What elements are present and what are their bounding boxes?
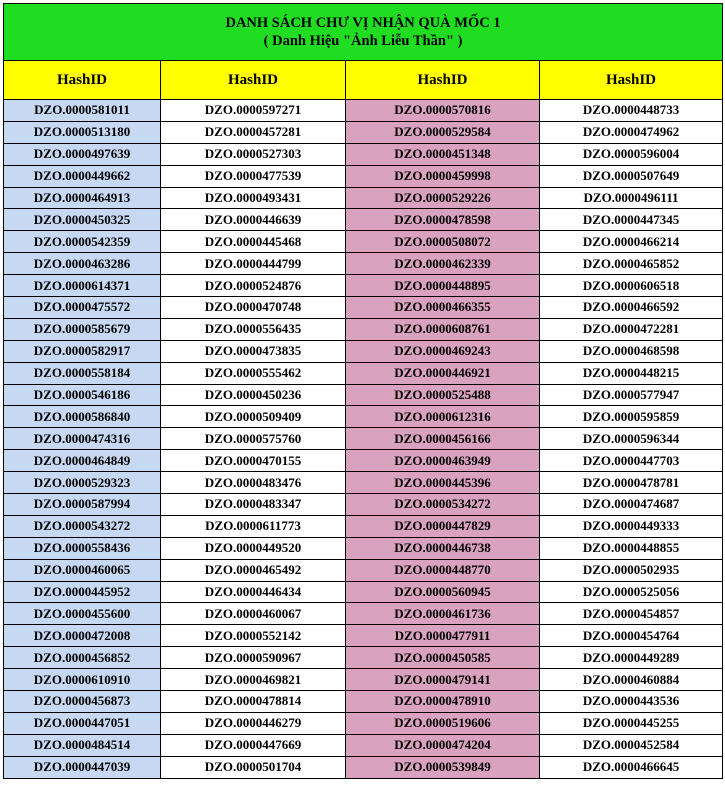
hash-id-cell: DZO.0000556435 [161,318,346,340]
hash-id-cell: DZO.0000466592 [540,297,723,319]
hash-id-cell: DZO.0000483347 [161,494,346,516]
hash-id-cell: DZO.0000558184 [4,362,161,384]
hash-id-cell: DZO.0000585679 [4,318,161,340]
page-title: DANH SÁCH CHƯ VỊ NHẬN QUÀ MỐC 1 [225,15,501,31]
hash-id-cell: DZO.0000449333 [540,515,723,537]
hash-id-cell: DZO.0000484514 [4,734,161,756]
table-row [4,100,723,122]
hash-id-cell: DZO.0000496111 [540,187,723,209]
table-row [4,297,723,319]
hash-id-cell: DZO.0000446921 [346,362,540,384]
hash-id-cell: DZO.0000513180 [4,121,161,143]
table-row [4,734,723,756]
table-row [4,669,723,691]
hash-id-cell: DZO.0000465492 [161,559,346,581]
hash-id-cell: DZO.0000460884 [540,669,723,691]
hash-id-cell: DZO.0000448770 [346,559,540,581]
page-subtitle: ( Danh Hiệu "Ảnh Liễu Thần" ) [263,33,463,49]
hash-id-cell: DZO.0000475572 [4,297,161,319]
hash-id-cell: DZO.0000474687 [540,494,723,516]
hash-id-cell: DZO.0000449520 [161,537,346,559]
hash-id-cell: DZO.0000445952 [4,581,161,603]
hash-id-cell: DZO.0000461736 [346,603,540,625]
table-row [4,231,723,253]
table-body [4,100,723,779]
column-header-row [4,61,723,100]
hash-id-cell: DZO.0000447669 [161,734,346,756]
hash-id-cell: DZO.0000447345 [540,209,723,231]
table-row [4,187,723,209]
hash-id-cell: DZO.0000446738 [346,537,540,559]
hash-id-cell: DZO.0000448215 [540,362,723,384]
hash-id-cell: DZO.0000450325 [4,209,161,231]
hash-id-cell: DZO.0000477539 [161,165,346,187]
table-row [4,340,723,362]
hash-id-cell: DZO.0000466355 [346,297,540,319]
title-cell [4,4,723,61]
hash-id-cell: DZO.0000463949 [346,450,540,472]
hash-id-cell: DZO.0000590967 [161,647,346,669]
title-row [4,4,723,61]
hash-id-cell: DZO.0000552142 [161,625,346,647]
hash-id-cell: DZO.0000507649 [540,165,723,187]
hash-id-cell: DZO.0000445255 [540,712,723,734]
table-row [4,756,723,778]
column-header-1: HashID [4,61,161,100]
hash-id-cell: DZO.0000446639 [161,209,346,231]
hash-id-cell: DZO.0000575760 [161,428,346,450]
hash-id-cell: DZO.0000464849 [4,450,161,472]
hash-id-cell: DZO.0000497639 [4,143,161,165]
hash-id-cell: DZO.0000456873 [4,691,161,713]
hash-id-cell: DZO.0000474316 [4,428,161,450]
table-row [4,362,723,384]
hash-id-cell: DZO.0000543272 [4,515,161,537]
hash-id-cell: DZO.0000444799 [161,253,346,275]
hash-id-cell: DZO.0000474962 [540,121,723,143]
hash-id-cell: DZO.0000462339 [346,253,540,275]
table-row [4,428,723,450]
hash-id-cell: DZO.0000465852 [540,253,723,275]
hash-id-cell: DZO.0000464913 [4,187,161,209]
hash-id-cell: DZO.0000608761 [346,318,540,340]
reward-list-table [3,3,723,779]
table-row [4,603,723,625]
hash-id-cell: DZO.0000448733 [540,100,723,122]
hash-id-cell: DZO.0000612316 [346,406,540,428]
hash-id-cell: DZO.0000519606 [346,712,540,734]
table-row [4,625,723,647]
table-row [4,712,723,734]
hash-id-cell: DZO.0000455600 [4,603,161,625]
table-row [4,143,723,165]
column-header-3: HashID [346,61,540,100]
hash-id-cell: DZO.0000446434 [161,581,346,603]
hash-id-cell: DZO.0000597271 [161,100,346,122]
hash-id-cell: DZO.0000468598 [540,340,723,362]
hash-id-cell: DZO.0000596004 [540,143,723,165]
hash-id-cell: DZO.0000448855 [540,537,723,559]
hash-id-cell: DZO.0000478910 [346,691,540,713]
hash-id-cell: DZO.0000525056 [540,581,723,603]
table-row [4,384,723,406]
hash-id-cell: DZO.0000449289 [540,647,723,669]
table-row [4,209,723,231]
hash-id-cell: DZO.0000502935 [540,559,723,581]
hash-id-cell: DZO.0000449662 [4,165,161,187]
hash-id-cell: DZO.0000454764 [540,625,723,647]
hash-id-cell: DZO.0000469821 [161,669,346,691]
hash-id-cell: DZO.0000447051 [4,712,161,734]
hash-id-cell: DZO.0000472008 [4,625,161,647]
hash-id-cell: DZO.0000456852 [4,647,161,669]
hash-id-cell: DZO.0000529323 [4,472,161,494]
table-row [4,472,723,494]
table-row [4,537,723,559]
hash-id-cell: DZO.0000560945 [346,581,540,603]
hash-id-cell: DZO.0000542359 [4,231,161,253]
table-row [4,647,723,669]
hash-id-cell: DZO.0000446279 [161,712,346,734]
hash-id-cell: DZO.0000555462 [161,362,346,384]
hash-id-cell: DZO.0000606518 [540,275,723,297]
column-header-4: HashID [540,61,723,100]
hash-id-cell: DZO.0000525488 [346,384,540,406]
hash-id-cell: DZO.0000509409 [161,406,346,428]
table-row [4,406,723,428]
hash-id-cell: DZO.0000478598 [346,209,540,231]
hash-id-cell: DZO.0000586840 [4,406,161,428]
hash-id-cell: DZO.0000457281 [161,121,346,143]
table-row [4,559,723,581]
table-row [4,494,723,516]
table-row [4,318,723,340]
hash-id-cell: DZO.0000469243 [346,340,540,362]
hash-id-cell: DZO.0000501704 [161,756,346,778]
table-row [4,691,723,713]
table-row [4,581,723,603]
hash-id-cell: DZO.0000456166 [346,428,540,450]
hash-id-cell: DZO.0000558436 [4,537,161,559]
hash-id-cell: DZO.0000478781 [540,472,723,494]
hash-id-cell: DZO.0000508072 [346,231,540,253]
hash-id-cell: DZO.0000582917 [4,340,161,362]
hash-id-cell: DZO.0000478814 [161,691,346,713]
hash-id-cell: DZO.0000596344 [540,428,723,450]
hash-id-cell: DZO.0000452584 [540,734,723,756]
hash-id-cell: DZO.0000448895 [346,275,540,297]
hash-id-cell: DZO.0000445396 [346,472,540,494]
hash-id-cell: DZO.0000447703 [540,450,723,472]
hash-id-cell: DZO.0000595859 [540,406,723,428]
hash-id-cell: DZO.0000470155 [161,450,346,472]
hash-id-cell: DZO.0000577947 [540,384,723,406]
hash-id-cell: DZO.0000524876 [161,275,346,297]
table-row [4,275,723,297]
hash-id-cell: DZO.0000459998 [346,165,540,187]
hash-id-cell: DZO.0000463286 [4,253,161,275]
hash-id-cell: DZO.0000450585 [346,647,540,669]
hash-id-cell: DZO.0000570816 [346,100,540,122]
hash-id-cell: DZO.0000466214 [540,231,723,253]
table-row [4,121,723,143]
hash-id-cell: DZO.0000493431 [161,187,346,209]
column-header-2: HashID [161,61,346,100]
table-row [4,515,723,537]
hash-id-cell: DZO.0000611773 [161,515,346,537]
hash-id-cell: DZO.0000479141 [346,669,540,691]
hash-id-cell: DZO.0000474204 [346,734,540,756]
hash-id-cell: DZO.0000454857 [540,603,723,625]
hash-id-cell: DZO.0000581011 [4,100,161,122]
hash-id-cell: DZO.0000472281 [540,318,723,340]
hash-id-cell: DZO.0000460067 [161,603,346,625]
hash-id-cell: DZO.0000614371 [4,275,161,297]
hash-id-cell: DZO.0000451348 [346,143,540,165]
hash-id-cell: DZO.0000460065 [4,559,161,581]
hash-id-cell: DZO.0000483476 [161,472,346,494]
hash-id-cell: DZO.0000529584 [346,121,540,143]
hash-id-cell: DZO.0000534272 [346,494,540,516]
hash-id-cell: DZO.0000610910 [4,669,161,691]
table-row [4,450,723,472]
hash-id-cell: DZO.0000587994 [4,494,161,516]
hash-id-cell: DZO.0000450236 [161,384,346,406]
hash-id-cell: DZO.0000443536 [540,691,723,713]
hash-id-cell: DZO.0000477911 [346,625,540,647]
hash-id-cell: DZO.0000447829 [346,515,540,537]
hash-id-cell: DZO.0000539849 [346,756,540,778]
table-row [4,253,723,275]
hash-id-cell: DZO.0000546186 [4,384,161,406]
hash-id-cell: DZO.0000470748 [161,297,346,319]
table-row [4,165,723,187]
hash-id-cell: DZO.0000527303 [161,143,346,165]
hash-id-cell: DZO.0000466645 [540,756,723,778]
hash-id-cell: DZO.0000447039 [4,756,161,778]
hash-id-cell: DZO.0000529226 [346,187,540,209]
hash-id-cell: DZO.0000445468 [161,231,346,253]
hash-id-cell: DZO.0000473835 [161,340,346,362]
